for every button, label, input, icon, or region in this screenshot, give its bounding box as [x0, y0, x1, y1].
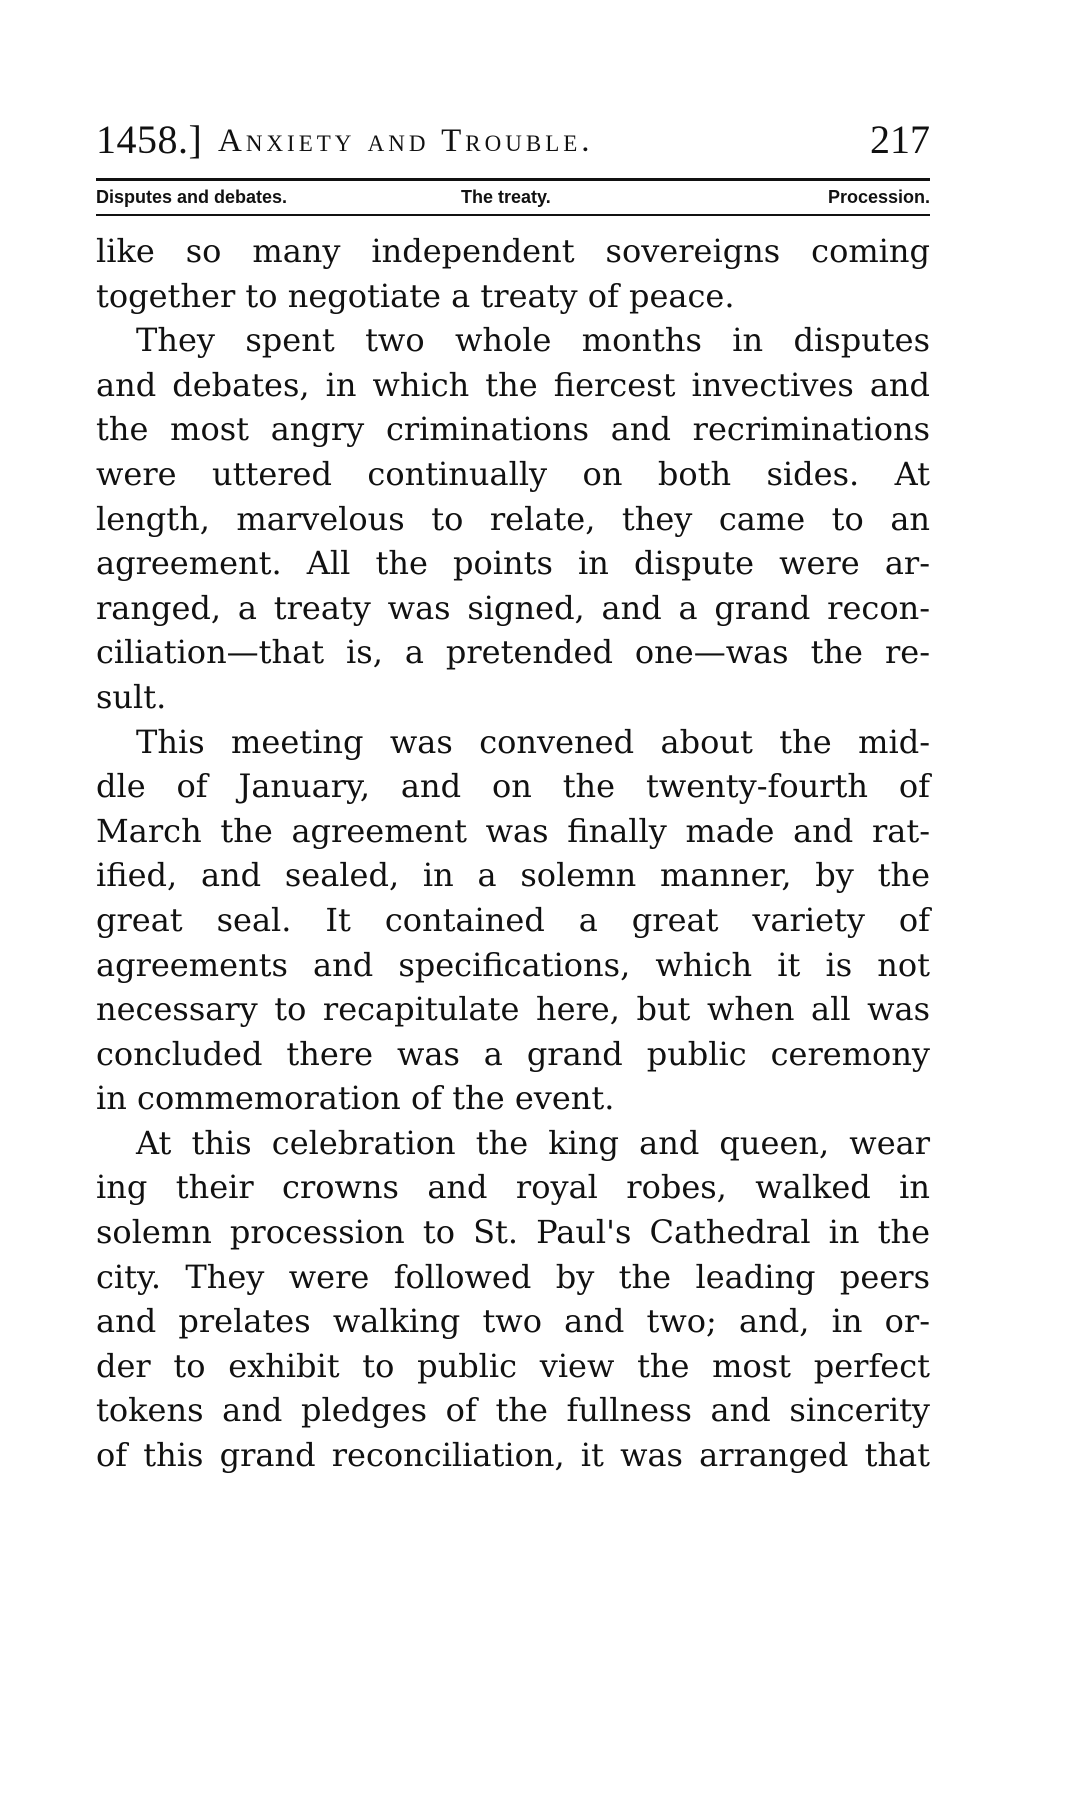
text-line: At this celebration the king and queen, wear: [136, 1123, 930, 1162]
text-line: der to exhibit to public view the most perfect: [96, 1346, 930, 1385]
text-line: agreements and specifications, which it is not: [96, 945, 930, 984]
text-line: of this grand reconciliation, it was arranged that: [96, 1436, 930, 1475]
marginal-subheads: [96, 187, 930, 211]
text-line: tokens and pledges of the fullness and sincerity: [96, 1391, 930, 1430]
text-line: like so many independent sovereigns coming: [96, 232, 930, 270]
text-line: necessary to recapitulate here, but when all was: [96, 990, 930, 1029]
running-head: [96, 116, 930, 176]
text-line: city. They were followed by the leading peers: [96, 1257, 930, 1296]
text-line: agreement. All the points in dispute were ar-: [96, 544, 930, 583]
text-line: solemn procession to St. Paul's Cathedral in the: [96, 1213, 930, 1252]
header-rule-bottom: [96, 214, 930, 216]
text-line: ified, and sealed, in a solemn manner, by the: [96, 856, 930, 895]
text-line: ing their crowns and royal robes, walked in: [96, 1168, 930, 1207]
text-line: March the agreement was finally made and rat-: [96, 811, 930, 850]
header-rule-top: [96, 178, 930, 181]
book-page: [96, 0, 930, 1797]
subhead-disputes: Disputes and debates.: [96, 187, 288, 207]
year-range: 1458.]: [96, 117, 203, 162]
text-line: sult.: [96, 677, 167, 716]
text-line: ranged, a treaty was signed, and a grand recon-: [96, 588, 930, 627]
text-line: and debates, in which the fiercest invectives and: [96, 365, 930, 404]
text-line: This meeting was convened about the mid-: [136, 722, 930, 761]
text-line: were uttered continually on both sides. At: [96, 454, 930, 493]
text-line: dle of January, and on the twenty-fourth of: [96, 767, 930, 806]
text-line: in commemoration of the event.: [96, 1079, 615, 1118]
text-line: the most angry criminations and recriminations: [96, 410, 930, 449]
text-line: great seal. It contained a great variety of: [96, 900, 930, 939]
text-line: length, marvelous to relate, they came to an: [96, 499, 930, 538]
subhead-procession: Procession.: [827, 187, 930, 207]
text-line: concluded there was a grand public ceremony: [96, 1034, 930, 1073]
running-title: Anxiety and Trouble.: [218, 123, 594, 159]
text-line: ciliation—that is, a pretended one—was the re-: [96, 633, 930, 672]
page-number: 217: [870, 117, 930, 162]
subhead-treaty: The treaty.: [461, 187, 551, 207]
body-text: [96, 229, 930, 1478]
text-line: and prelates walking two and two; and, in or-: [96, 1302, 930, 1341]
text-line: together to negotiate a treaty of peace.: [96, 276, 735, 315]
text-line: They spent two whole months in disputes: [136, 321, 930, 360]
